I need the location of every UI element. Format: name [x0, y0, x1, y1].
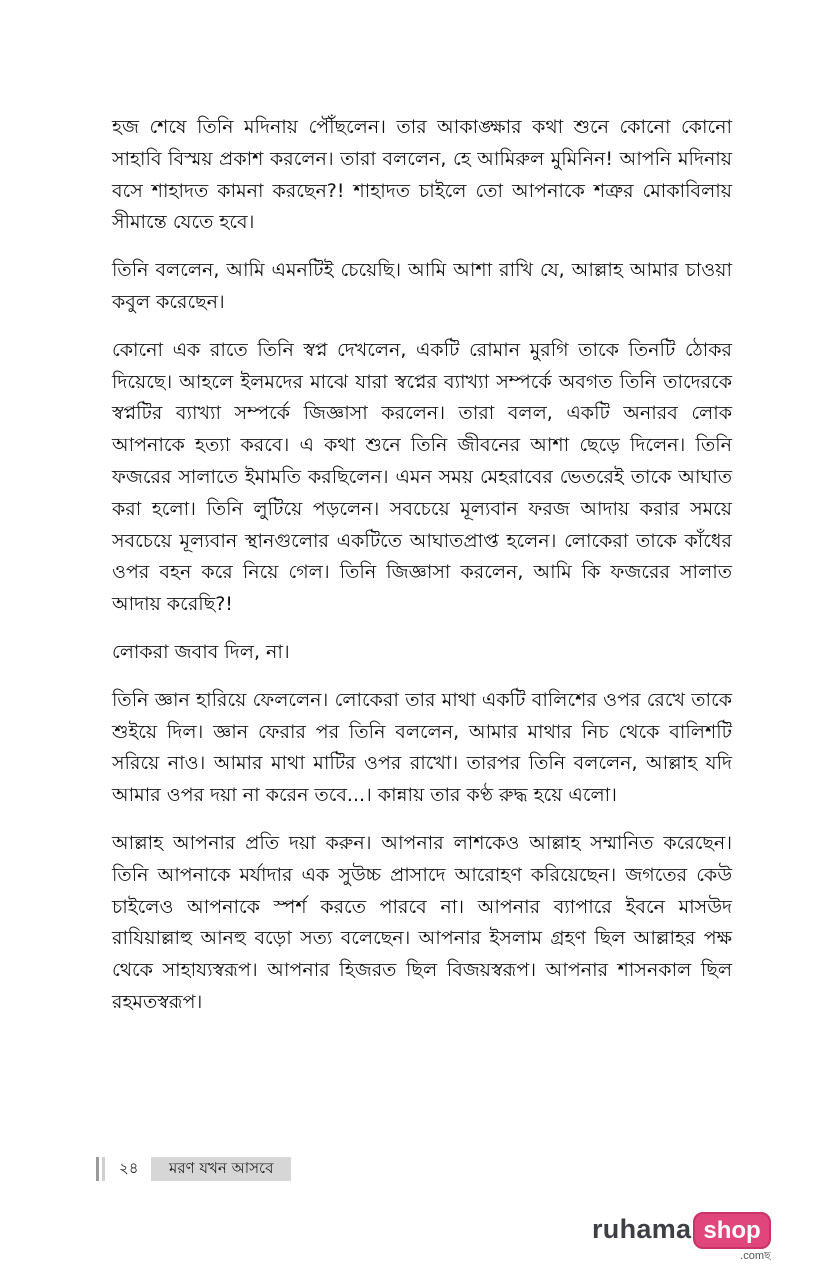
page-body: [112, 112, 732, 1035]
paragraph: তিনি জ্ঞান হারিয়ে ফেললেন। লোকেরা তার মাথা একটি বালিশের ওপর রেখে তাকে শুইয়ে দিল। জ্ঞান ফেরার পর তিনি বললেন, আমার মাথার নিচ থেকে বালিশটি সরিয়ে নাও। আমার মাথা মাটির ওপর রাখো। তারপর তিনি বললেন, আল্লাহ যদি আমার ওপর দয়া না করেন তবে...। কান্নায় তার কণ্ঠ রুদ্ধ হয়ে এলো।: [112, 688, 732, 807]
paragraph: তিনি বললেন, আমি এমনটিই চেয়েছি। আমি আশা রাখি যে, আল্লাহ আমার চাওয়া কবুল করেছেন।: [112, 259, 732, 313]
footer-divider: [102, 1157, 105, 1181]
page-footer: [96, 1157, 291, 1181]
brand-shop-badge: shop: [693, 1212, 770, 1249]
paragraph: লোকরা জবাব দিল, না।: [112, 640, 290, 663]
paragraph: কোনো এক রাতে তিনি স্বপ্ন দেখলেন, একটি রোমান মুরগি তাকে তিনটি ঠোকর দিয়েছে। আহলে ইলমদের মাঝে যারা স্বপ্নের ব্যাখ্যা সম্পর্কে অবগত তিনি তাদেরকে স্বপ্নটির ব্যাখ্যা সম্পর্কে জিজ্ঞাসা করলেন। তারা বলল, একটি অনারব লোক আপনাকে হত্যা করবে। এ কথা শুনে তিনি জীবনের আশা ছেড়ে দিলেন। তিনি ফজরের সালাতে ইমামতি করছিলেন। এমন সময় মেহরাবের ভেতরেই তাকে আঘাত করা হলো। তিনি লুটিয়ে পড়লেন। সবচেয়ে মূল্যবান ফরজ আদায় করার সময়ে সবচেয়ে মূল্যবান স্থানগুলোর একটিতে আঘাতপ্রাপ্ত হলেন। লোকেরা তাকে কাঁধের ওপর বহন করে নিয়ে গেল। তিনি জিজ্ঞাসা করলেন, আমি কি ফজরের সালাত আদায় করেছি?!: [112, 338, 732, 616]
brand-domain: .comছ: [740, 1250, 771, 1262]
paragraph: আল্লাহ আপনার প্রতি দয়া করুন। আপনার লাশকেও আল্লাহ সম্মানিত করেছেন। তিনি আপনাকে মর্যাদার এক সুউচ্চ প্রাসাদে আরোহণ করিয়েছেন। জগতের কেউ চাইলেও আপনাকে স্পর্শ করতে পারবে না। আপনার ব্যাপারে ইবনে মাসউদ রাযিয়াল্লাহু আনহু বড়ো সত্য বলেছেন। আপনার ইসলাম গ্রহণ ছিল আল্লাহর পক্ষ থেকে সাহায্যস্বরূপ। আপনার হিজরত ছিল বিজয়স্বরূপ। আপনার শাসনকাল ছিল রহমতস্বরূপ।: [112, 831, 732, 1013]
brand-badge: [693, 1212, 770, 1262]
running-title: [151, 1157, 291, 1181]
brand-name: ruhama: [592, 1214, 692, 1244]
brand-logo: [592, 1212, 771, 1262]
footer-divider: [96, 1157, 99, 1181]
book-title: মরণ যখন আসবে: [169, 1158, 274, 1177]
page-number: ২৪: [119, 1158, 139, 1177]
paragraph: হজ শেষে তিনি মদিনায় পৌঁছলেন। তার আকাঙ্ক্ষার কথা শুনে কোনো কোনো সাহাবি বিস্ময় প্রকাশ করলেন। তারা বললেন, হে আমিরুল মুমিনিন! আপনি মদিনায় বসে শাহাদত কামনা করছেন?! শাহাদত চাইলে তো আপনাকে শত্রুর মোকাবিলায় সীমান্তে যেতে হবে।: [112, 116, 732, 234]
